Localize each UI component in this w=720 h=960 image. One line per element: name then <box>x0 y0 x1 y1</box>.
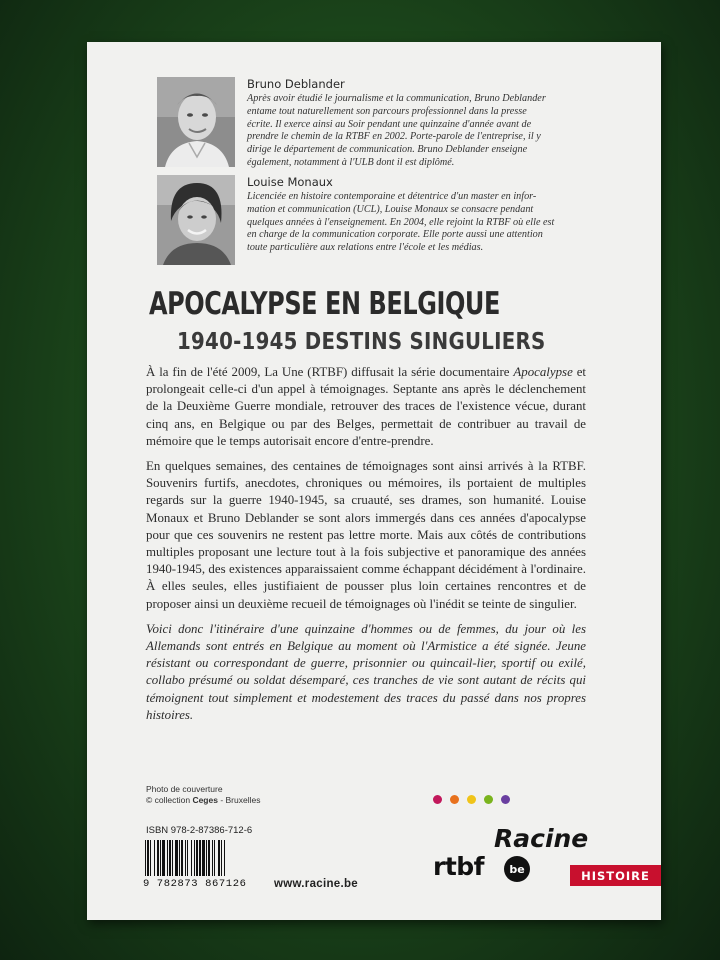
book-title: APOCALYPSE EN BELGIQUE <box>149 286 500 322</box>
website-link[interactable]: www.racine.be <box>274 878 359 890</box>
bio-line: en charge de la communication corporate. Elle porte aussi une attention <box>247 229 543 241</box>
barcode-bar <box>224 840 225 876</box>
bio-line: entame tout naturellement son parcours professionnel dans la presse <box>247 105 527 117</box>
bio-line: prendre le chemin de la RTBF en 2002. Porte-parole de l'entreprise, il y <box>247 131 541 143</box>
publisher-logo: Racine <box>494 824 589 853</box>
barcode-bar <box>194 840 195 876</box>
bio-line: quelques années à l'enseignement. En 2004, elle rejoint la RTBF où elle est <box>247 216 555 228</box>
barcode-icon <box>143 840 263 878</box>
dot-icon <box>501 795 510 804</box>
credit-line-1: Photo de couverture <box>146 784 223 794</box>
bio-line: Licenciée en histoire contemporaine et détentrice d'un master en infor- <box>247 191 537 202</box>
barcode-digits: 9 782873 867126 <box>143 878 247 890</box>
blurb-paragraph-3: Voici donc l'itinéraire d'une quinzaine d'hommes ou de femmes, du jour où les Allemands sont entrés en Belgique au moment où l'Armistice a été signée. Jeune résistant ou correspondant de guerre, prisonnier ou quincail-lier, sportif ou exilé, collabo présumé ou soldat désemparé, ces tranches de vie sont autant de récits qui témoignent tout simplement et modestement des traces du passé dans nos propres histoires. <box>146 621 586 722</box>
photo-credit <box>146 784 260 806</box>
barcode-bar <box>150 840 151 876</box>
barcode-bar <box>175 840 178 876</box>
author-name-louise: Louise Monaux <box>247 175 333 189</box>
barcode-bar <box>196 840 198 876</box>
barcode-bar <box>145 840 146 876</box>
broadcaster-logo: rtbf <box>433 852 485 881</box>
barcode-bar <box>191 840 192 876</box>
barcode-bar <box>208 840 210 876</box>
blurb-paragraph-2: En quelques semaines, des centaines de témoignages sont ainsi arrivés à la RTBF. Souvenirs furtifs, anecdotes, chroniques ou mémoires, ils portaient de multiples regards sur la guerre 1940-1945, sa cruauté, ses drames, son humanité. Louise Monaux et Bruno Deblander se sont alors immergés dans ces années d'apocalypse pour que ces souvenirs ne restent pas lettre morte. Mais aux côtés de contributions multiples proposant une lecture tout à la fois subjective et panoramique des années 1940-1945, des existences apparaissaient comme échappant décidément à l'ordinaire. À elles seules, elles justifiaient de pousser plus loin certaines rencontres et de proposer ainsi un deuxième recueil de témoignages où l'inédit se teinte de singulier. <box>146 459 586 611</box>
barcode-bar <box>187 840 188 876</box>
barcode-bar <box>202 840 205 876</box>
bio-line: Après avoir étudié le journalisme et la communication, Bruno Deblander <box>247 93 546 104</box>
blurb-paragraph-1: À la fin de l'été 2009, La Une (RTBF) diffusait la série documentaire Apocalypse et prolongeait celle-ci d'un appel à témoignages. Septante ans après le déclenchement de la Deuxième Guerre mondiale, retrouver des traces de l'existence vécue, durant cinq ans, en Belgique ou par des Belges, permettait de contribuer au travail de mémoire que le temps autorisait encore d'entre-prendre. <box>146 365 587 448</box>
barcode-bar <box>179 840 180 876</box>
author-name-bruno: Bruno Deblander <box>247 77 345 91</box>
barcode-bar <box>214 840 215 876</box>
barcode-bar <box>162 840 165 876</box>
bio-line: dirige le département de communication. Bruno Deblander enseigne <box>247 144 528 156</box>
bio-line: également, notamment à l'ULB dont il est diplômé. <box>247 156 455 168</box>
book-back-cover <box>87 42 661 920</box>
barcode-bar <box>212 840 213 876</box>
isbn: ISBN 978-2-87386-712-6 <box>146 825 253 836</box>
color-dots <box>433 795 510 804</box>
author-photo-louise <box>157 175 235 265</box>
dot-icon <box>433 795 442 804</box>
broadcaster-be-badge: be <box>504 856 530 882</box>
barcode-bar <box>206 840 207 876</box>
barcode-bar <box>147 840 149 876</box>
barcode-bar <box>218 840 220 876</box>
blurb <box>146 364 586 732</box>
book-subtitle: 1940-1945 DESTINS SINGULIERS <box>177 329 546 355</box>
barcode-bar <box>221 840 222 876</box>
series-title: Apocalypse <box>513 365 573 379</box>
bio-line: toute particulière aux relations entre l'école et les médias. <box>247 242 484 254</box>
barcode-bar <box>169 840 171 876</box>
barcode-bar <box>181 840 183 876</box>
author-photo-bruno <box>157 77 235 167</box>
author-bio-louise <box>247 191 637 255</box>
dot-icon <box>467 795 476 804</box>
bio-line: écrite. Il exerce ainsi au Soir pendant une quinzaine d'année avant de <box>247 118 532 130</box>
barcode-bar <box>185 840 186 876</box>
barcode-bar <box>199 840 201 876</box>
barcode-bar <box>172 840 173 876</box>
barcode-bar <box>167 840 168 876</box>
barcode-bar <box>160 840 161 876</box>
bio-line: mation et communication (UCL), Louise Monaux se consacre pendant <box>247 203 534 215</box>
barcode-bar <box>157 840 159 876</box>
dot-icon <box>484 795 493 804</box>
credit-line-2: © collection Ceges - Bruxelles <box>146 795 261 805</box>
category-badge: HISTOIRE <box>570 865 661 886</box>
dot-icon <box>450 795 459 804</box>
author-bio-bruno <box>247 93 637 170</box>
barcode-bar <box>154 840 155 876</box>
